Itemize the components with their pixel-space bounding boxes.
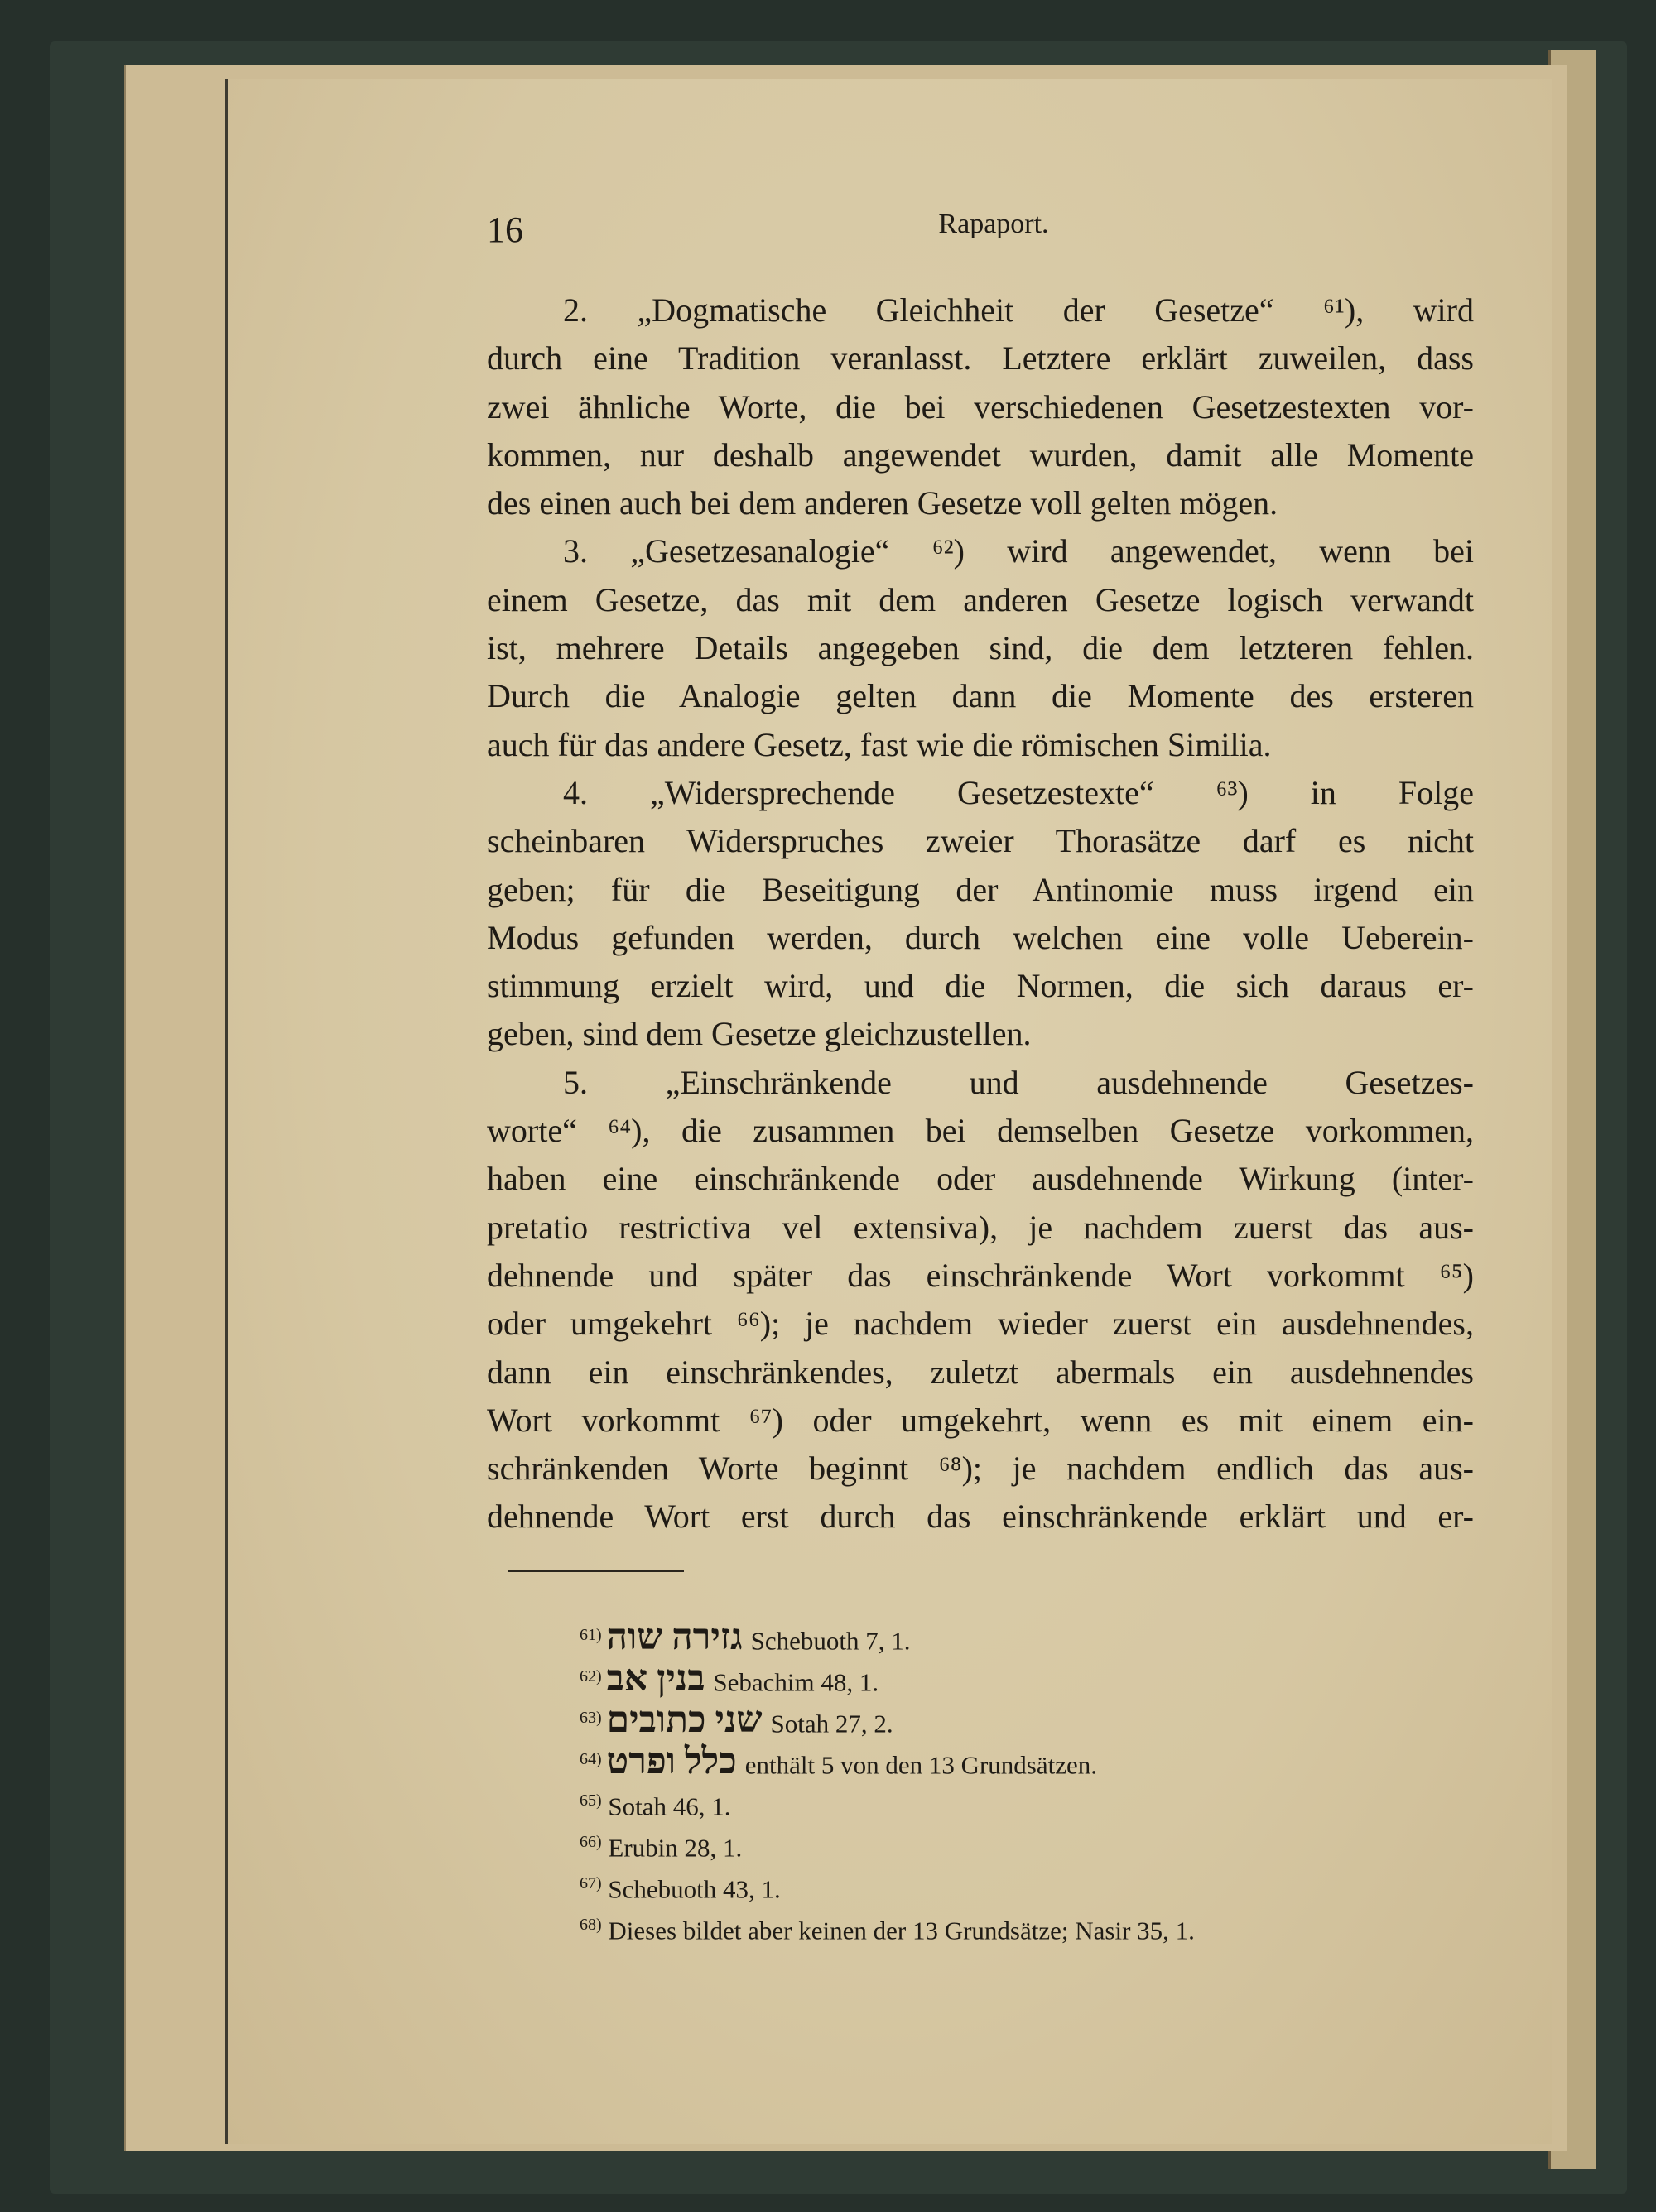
- text-line: Wort vorkommt ⁶⁷) oder umgekehrt, wenn es mit einem ein-: [487, 1401, 1474, 1439]
- hebrew-term: כלל ופרט: [606, 1741, 737, 1782]
- footnote-marker: 61): [580, 1626, 602, 1644]
- footnote-text: Sotah 27, 2.: [770, 1709, 893, 1738]
- text-line: 5. „Einschränkende und ausdehnende Gesetzes-: [563, 1063, 1474, 1101]
- text-line: dann ein einschränkendes, zuletzt abermals ein ausdehnendes: [487, 1353, 1474, 1391]
- footnote: [580, 1780, 1195, 1821]
- footnote-rule: [508, 1570, 684, 1572]
- text-line: 4. „Widersprechende Gesetzestexte“ ⁶³) in Folge: [563, 773, 1474, 811]
- text-line: oder umgekehrt ⁶⁶); je nachdem wieder zuerst ein ausdehnendes,: [487, 1305, 1474, 1343]
- footnote-text: Sotah 46, 1.: [608, 1791, 731, 1821]
- text-line: durch eine Tradition veranlasst. Letztere erklärt zuweilen, dass: [487, 339, 1474, 377]
- footnote-marker: 67): [580, 1874, 602, 1892]
- running-title: Rapaport.: [938, 209, 1049, 239]
- footnote-text: Sebachim 48, 1.: [713, 1667, 879, 1697]
- text-line: Modus gefunden werden, durch welchen eine volle Ueberein-: [487, 918, 1474, 956]
- hebrew-term: גזירה שוה: [606, 1617, 743, 1658]
- footnote: [580, 1904, 1195, 1945]
- footnote-text: Schebuoth 7, 1.: [750, 1626, 911, 1656]
- text-line: ist, mehrere Details angegeben sind, die dem letzteren fehlen.: [487, 629, 1474, 667]
- text-line: kommen, nur deshalb angewendet wurden, damit alle Momente: [487, 435, 1474, 474]
- footnotes: [580, 1614, 1195, 1945]
- text-line: Durch die Analogie gelten dann die Momente des ersteren: [487, 677, 1474, 715]
- footnote-marker: 62): [580, 1667, 602, 1685]
- footnote-text: Dieses bildet aber keinen der 13 Grundsätze; Nasir 35, 1.: [608, 1916, 1195, 1945]
- text-line: auch für das andere Gesetz, fast wie die römischen Similia.: [487, 725, 1272, 763]
- footnote-text: Schebuoth 43, 1.: [608, 1874, 781, 1904]
- text-line: geben, sind dem Gesetze gleichzustellen.: [487, 1015, 1032, 1053]
- text-line: dehnende und später das einschränkende Wort vorkommt ⁶⁵): [487, 1256, 1474, 1294]
- footnote: [580, 1656, 1195, 1700]
- footnote-text: enthält 5 von den 13 Grundsätzen.: [744, 1750, 1098, 1780]
- hebrew-term: בנין אב: [606, 1658, 705, 1700]
- footnote-marker: 63): [580, 1709, 602, 1727]
- footnote-marker: 65): [580, 1791, 602, 1810]
- text-line: dehnende Wort erst durch das einschränkende erklärt und er-: [487, 1498, 1474, 1536]
- footnote-marker: 64): [580, 1750, 602, 1768]
- text-line: 3. „Gesetzesanalogie“ ⁶²) wird angewendet, wenn bei: [563, 532, 1474, 570]
- text-line: einem Gesetze, das mit dem anderen Gesetze logisch verwandt: [487, 580, 1474, 618]
- footnote: [580, 1697, 1195, 1741]
- footnote: [580, 1863, 1195, 1904]
- text-line: geben; für die Beseitigung der Antinomie muss irgend ein: [487, 870, 1474, 908]
- text-line: 2. „Dogmatische Gleichheit der Gesetze“ ⁶¹), wird: [563, 291, 1474, 329]
- text-line: pretatio restrictiva vel extensiva), je nachdem zuerst das aus-: [487, 1208, 1474, 1246]
- text-line: stimmung erzielt wird, und die Normen, die sich daraus er-: [487, 967, 1474, 1005]
- body-text: [487, 286, 1474, 1541]
- text-line: scheinbaren Widerspruches zweier Thorasätze darf es nicht: [487, 822, 1474, 860]
- page-number: 16: [487, 209, 523, 250]
- footnote: [580, 1738, 1195, 1780]
- text-line: worte“ ⁶⁴), die zusammen bei demselben Gesetze vorkommen,: [487, 1112, 1474, 1150]
- footnote: [580, 1821, 1195, 1863]
- text-line: schränkenden Worte beginnt ⁶⁸); je nachdem endlich das aus-: [487, 1450, 1474, 1488]
- hebrew-term: שני כתובים: [606, 1700, 763, 1741]
- footnote-text: Erubin 28, 1.: [608, 1833, 743, 1863]
- footnote-marker: 68): [580, 1916, 602, 1934]
- text-line: zwei ähnliche Worte, die bei verschiedenen Gesetzestexten vor-: [487, 387, 1474, 426]
- text-line: des einen auch bei dem anderen Gesetze voll gelten mögen.: [487, 484, 1278, 522]
- footnote: [580, 1614, 1195, 1656]
- text-line: haben eine einschränkende oder ausdehnende Wirkung (inter-: [487, 1160, 1474, 1198]
- footnote-marker: 66): [580, 1833, 602, 1851]
